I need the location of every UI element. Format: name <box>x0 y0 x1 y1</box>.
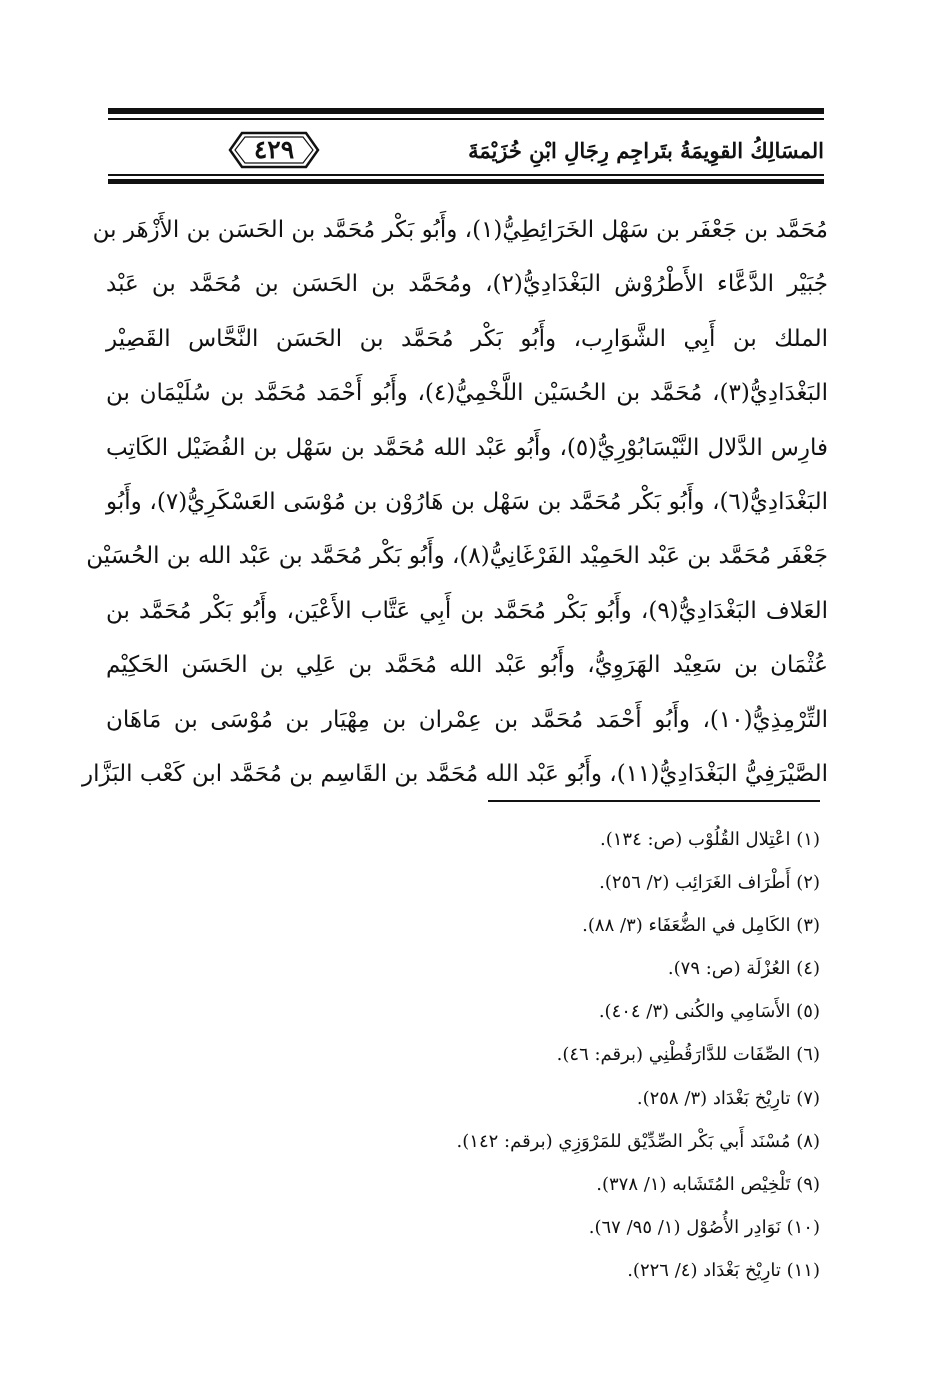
header-rule-bottom-thick <box>108 179 824 184</box>
text-line: البَغْدَادِيُّ(٦)، وأَبُو بَكْر مُحَمَّد بن سَهْل بن هَارُوْن بن مُوْسَى العَسْكَرِيُّ(٧)، وأَبُو <box>106 488 828 515</box>
footnote: (٥) الأَسَامِي والكُنى (٣/ ٤٠٤). <box>598 1001 820 1023</box>
text-line: الملك بن أَبِي الشَّوَارِب، وأَبُو بَكْر مُحَمَّد بن الحَسَن النَّحَّاس القَصِيْر <box>106 325 828 352</box>
header-rule-top-thick <box>108 108 824 114</box>
text-line: جُبَيْر الدَّعَّاء الأَطْرُوْش البَغْدَادِيُّ(٢)، ومُحَمَّد بن الحَسَن بن مُحَمَّد بن عَبْد <box>106 271 828 298</box>
text-line: البَغْدَادِيُّ(٣)، مُحَمَّد بن الحُسَيْن اللَّخْمِيُّ(٤)، وأَبُو أَحْمَد مُحَمَّد بن سُلَيْمَان بن <box>106 380 828 407</box>
text-line: العَلاف البَغْدَادِيُّ(٩)، وأَبُو بَكْر مُحَمَّد بن أَبِي عَتَّاب الأَعْيَن، وأَبُو بَكْر مُحَمَّد بن <box>106 597 828 624</box>
text-line: فارِس الدَّلال النَّيْسَابُوْرِيُّ(٥)، وأَبُو عَبْد الله مُحَمَّد بن سَهْل بن الفُضَيْل الكَاتِب <box>106 434 828 461</box>
footnote: (٦) الصِّفَات للدَّارَقُطْنِي (برقم: ٤٦). <box>556 1044 820 1066</box>
text-line: جَعْفَر مُحَمَّد بن عَبْد الحَمِيْد الفَرْغَانِيُّ(٨)، وأَبُو بَكْر مُحَمَّد بن عَبْد الله بن الحُسَيْن <box>86 543 828 570</box>
page-number: ٤٢٩ <box>253 135 295 164</box>
footnote: (١) اعْتِلال القُلُوْب (ص: ١٣٤). <box>599 829 820 850</box>
running-title: المسَالِكُ القوِيمَةُ بتَراجِم رِجَالِ ابْنِ خُزَيْمَةَ <box>468 138 824 163</box>
text-line: عُثْمَان بن سَعِيْد الهَرَوِيُّ، وأَبُو عَبْد الله مُحَمَّد بن عَلِي بن الحَسَن الحَكِيْم <box>106 652 828 679</box>
text-line: مُحَمَّد بن جَعْفَر بن سَهْل الخَرَائِطِيُّ(١)، وأَبُو بَكْر مُحَمَّد بن الحَسَن بن الأَزْهَر بن <box>92 217 828 243</box>
footnote: (١٠) نَوَادِر الأُصُوْل (١/ ٩٥/ ٦٧). <box>588 1216 820 1238</box>
footnote: (٣) الكَامِل في الضُّعَفَاء (٣/ ٨٨). <box>582 915 820 937</box>
footnote: (٧) تارِيْخ بَغْدَاد (٣/ ٢٥٨). <box>636 1087 820 1109</box>
footnote: (١١) تارِيْخ بَغْدَاد (٤/ ٢٢٦). <box>627 1259 820 1281</box>
header-rule-bottom-thin <box>108 174 824 176</box>
main-text <box>82 203 828 801</box>
footnote: (٩) تَلْخِيْص المُتَشَابه (١/ ٣٧٨). <box>596 1173 820 1195</box>
text-line: الصَّيْرَفِيُّ البَغْدَادِيُّ(١١)، وأَبُو عَبْد الله مُحَمَّد بن القَاسِم بن مُحَمَّد ابن كَعْب البَزَّار <box>82 760 828 787</box>
footnote: (٢) أَطْرَاف الغَرَائِب (٢/ ٢٥٦). <box>599 872 820 894</box>
text-line: التِّرْمِذِيُّ(١٠)، وأَبُو أَحْمَد مُحَمَّد بن عِمْران بن مِهْيَار بن مُوْسَى بن مَاهَان <box>106 706 828 733</box>
footnote: (٤) العُزْلَة (ص: ٧٩). <box>667 958 820 980</box>
page-number-badge <box>228 130 320 170</box>
footnote: (٨) مُسْنَد أَبي بَكْر الصِّدِّيْق للمَرْوَزِي (برقم: ١٤٢). <box>456 1130 820 1152</box>
footnotes <box>120 818 820 1292</box>
footnote-separator <box>488 800 820 802</box>
page-header <box>108 108 824 188</box>
header-rule-top-thin <box>108 118 824 120</box>
